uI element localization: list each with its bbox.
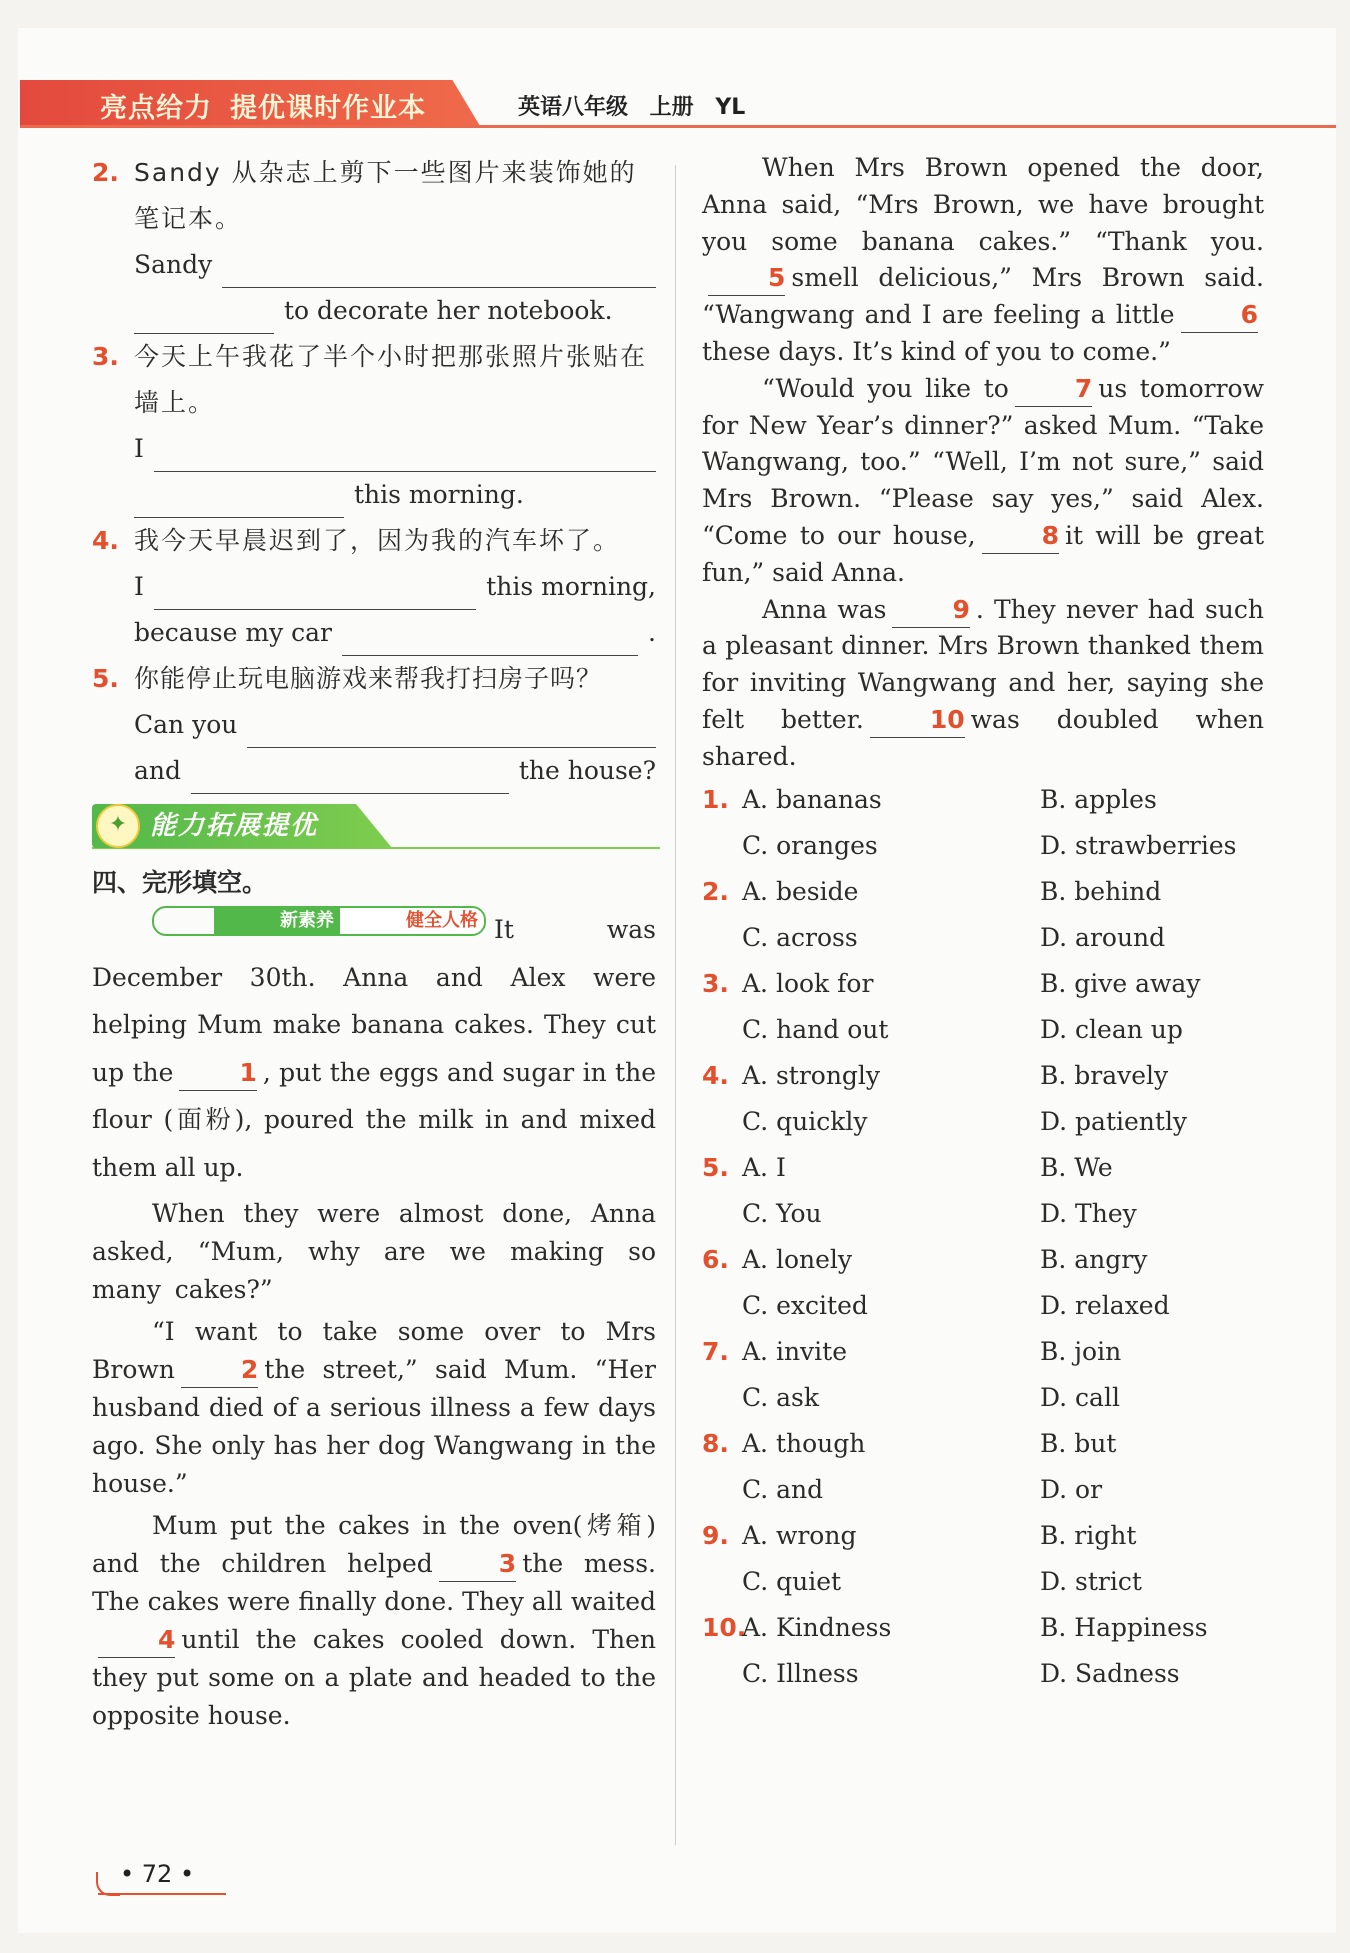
answer-line-1 (134, 242, 656, 288)
blank-8[interactable]: 8 (982, 519, 1059, 554)
option-number: 5. (702, 1152, 729, 1182)
option-c[interactable]: C. Illness (742, 1658, 859, 1688)
tag-label-personality: 健全人格 (340, 908, 484, 934)
item-chinese: 你能停止玩电脑游戏来帮我打扫房子吗？ (134, 664, 603, 693)
option-row-cd (702, 1564, 1264, 1610)
passage-paragraph-5 (702, 150, 1264, 371)
header-brand (100, 86, 444, 125)
option-c[interactable]: C. excited (742, 1290, 868, 1320)
option-d[interactable]: D. call (1040, 1382, 1120, 1412)
option-row-ab (702, 1150, 1264, 1196)
option-c[interactable]: C. hand out (742, 1014, 889, 1044)
brand-part-2: 提优课时作业本 (230, 93, 426, 124)
item-number: 3. (92, 342, 119, 371)
option-row-cd (702, 1196, 1264, 1242)
option-a[interactable]: A. lonely (742, 1244, 853, 1274)
answer-blank[interactable] (342, 625, 638, 656)
option-b[interactable]: B. We (1040, 1152, 1113, 1182)
header-subtitle: 英语八年级 上册 YL (518, 95, 746, 120)
competency-tag (152, 906, 486, 936)
option-number: 1. (702, 784, 729, 814)
brand-part-1: 亮点给力 (100, 93, 212, 124)
option-c[interactable]: C. oranges (742, 830, 878, 860)
line-start: Sandy (134, 250, 213, 279)
passage-text: the street,” said Mum. “Her husband died of a serious illness a few days ago. She only has her dog Wangwang in the house.” (92, 1355, 656, 1498)
option-b[interactable]: B. bravely (1040, 1060, 1169, 1090)
answer-line-1 (134, 426, 656, 472)
passage-text: . They never had such a pleasant dinner. Mrs Brown thanked them for inviting Wangwang and her, saying she felt better. (702, 594, 1264, 734)
passage-text: “Would you like to (762, 373, 1009, 403)
option-a[interactable]: A. look for (742, 968, 874, 998)
option-b[interactable]: B. apples (1040, 784, 1157, 814)
answer-line-2 (134, 610, 656, 656)
option-row-ab (702, 1610, 1264, 1656)
answer-line-2 (134, 748, 656, 794)
option-c[interactable]: C. quickly (742, 1106, 868, 1136)
option-b[interactable]: B. join (1040, 1336, 1122, 1366)
item-number: 5. (92, 664, 119, 693)
line-end: . (648, 618, 656, 647)
option-row-ab (702, 1058, 1264, 1104)
answer-line-2 (134, 472, 656, 518)
option-number: 8. (702, 1428, 729, 1458)
option-a[interactable]: A. Kindness (742, 1612, 892, 1642)
option-b[interactable]: B. right (1040, 1520, 1137, 1550)
blank-3[interactable]: 3 (439, 1547, 516, 1582)
passage-paragraph-2: When they were almost done, Anna asked, “Mum, why are we making so many cakes?” (92, 1199, 656, 1304)
answer-blank[interactable] (134, 303, 274, 334)
blank-6[interactable]: 6 (1181, 298, 1258, 333)
answer-blank[interactable] (222, 257, 656, 288)
passage-text: until the cakes cooled down. Then they put some on a plate and headed to the opposite house. (92, 1625, 656, 1730)
answer-blank[interactable] (154, 441, 656, 472)
right-column (702, 150, 1264, 1702)
blank-2[interactable]: 2 (181, 1353, 258, 1388)
option-a[interactable]: A. invite (742, 1336, 848, 1366)
option-b[interactable]: B. give away (1040, 968, 1201, 998)
passage-text: “I want to take some over to Mrs Brown (92, 1317, 656, 1384)
translation-item-5 (92, 656, 656, 794)
option-row-ab (702, 782, 1264, 828)
option-d[interactable]: D. strawberries (1040, 830, 1237, 860)
option-row-ab (702, 1518, 1264, 1564)
option-number: 7. (702, 1336, 729, 1366)
option-d[interactable]: D. strict (1040, 1566, 1142, 1596)
option-row-cd (702, 920, 1264, 966)
item-chinese: 今天上午我花了半个小时把那张照片张贴在墙上。 (134, 342, 648, 417)
column-divider (675, 165, 676, 1845)
option-c[interactable]: C. quiet (742, 1566, 842, 1596)
option-b[interactable]: B. angry (1040, 1244, 1148, 1274)
option-b[interactable]: B. behind (1040, 876, 1162, 906)
passage-text: these days. It’s kind of you to come.” (702, 336, 1171, 366)
passage-text: When Mrs Brown opened the door, Anna said, “Mrs Brown, we have brought you some banana cakes.” “Thank you. (702, 153, 1264, 256)
line-start: because my car (134, 618, 333, 647)
option-c[interactable]: C. ask (742, 1382, 820, 1412)
option-a[interactable]: A. though (742, 1428, 866, 1458)
blank-10[interactable]: 10 (870, 703, 965, 738)
item-number: 2. (92, 158, 119, 187)
option-d[interactable]: D. clean up (1040, 1014, 1183, 1044)
option-row-cd (702, 1012, 1264, 1058)
tag-label-new: 新素养 (214, 908, 340, 934)
option-row-cd (702, 828, 1264, 874)
translation-item-4 (92, 518, 656, 656)
option-d[interactable]: D. They (1040, 1198, 1137, 1228)
answer-blank[interactable] (247, 717, 656, 748)
line-end: to decorate her notebook. (284, 296, 613, 325)
option-row-ab (702, 966, 1264, 1012)
option-c[interactable]: C. and (742, 1474, 824, 1504)
line-start: Can you (134, 710, 238, 739)
options-list (702, 782, 1264, 1702)
passage-text: , put the eggs and sugar in the flour (面粉), poured the milk in and mixed them all up. (92, 1057, 657, 1182)
line-end: this morning. (354, 480, 524, 509)
line-start: I (134, 434, 144, 463)
page-number: • 72 • (120, 1860, 195, 1888)
lightbulb-icon: ✦ (96, 804, 140, 848)
passage-paragraph-6 (702, 371, 1264, 592)
option-number: 2. (702, 876, 729, 906)
left-column (92, 150, 656, 1735)
item-chinese: Sandy 从杂志上剪下一些图片来装饰她的笔记本。 (134, 158, 637, 233)
passage-text: It was December 30th. Anna and Alex were helping Mum make banana cakes. They cut up the (92, 915, 656, 1087)
option-row-ab (702, 1334, 1264, 1380)
answer-blank[interactable] (134, 487, 344, 518)
header-rule (20, 125, 1336, 128)
line-end: this morning, (486, 572, 656, 601)
section-banner (92, 798, 656, 854)
option-number: 3. (702, 968, 729, 998)
option-b[interactable]: B. Happiness (1040, 1612, 1208, 1642)
option-d[interactable]: D. patiently (1040, 1106, 1188, 1136)
answer-blank[interactable] (191, 763, 509, 794)
blank-5[interactable]: 5 (708, 261, 785, 296)
section-title: 四、完形填空。 (92, 868, 268, 897)
item-number: 4. (92, 526, 119, 555)
option-d[interactable]: D. relaxed (1040, 1290, 1170, 1320)
blank-9[interactable]: 9 (892, 593, 969, 628)
passage-text: Mum put the cakes in the oven(烤箱) and the children helped (92, 1511, 656, 1578)
option-d[interactable]: D. or (1040, 1474, 1103, 1504)
passage-text: it will be great fun,” said Anna. (702, 520, 1264, 587)
option-c[interactable]: C. You (742, 1198, 822, 1228)
option-d[interactable]: D. around (1040, 922, 1166, 952)
option-a[interactable]: A. strongly (742, 1060, 881, 1090)
answer-line-2 (134, 288, 656, 334)
page-number-rule (98, 1893, 226, 1895)
option-row-cd (702, 1656, 1264, 1702)
answer-blank[interactable] (154, 579, 476, 610)
blank-7[interactable]: 7 (1015, 372, 1092, 407)
option-number: 6. (702, 1244, 729, 1274)
passage-paragraph-3 (92, 1309, 656, 1503)
option-number: 9. (702, 1520, 729, 1550)
option-row-cd (702, 1104, 1264, 1150)
translation-item-2 (92, 150, 656, 334)
passage-text: was doubled when shared. (702, 704, 1264, 771)
option-b[interactable]: B. but (1040, 1428, 1117, 1458)
passage-text: the mess. The cakes were finally done. They all waited (92, 1549, 656, 1616)
option-a[interactable]: A. I (742, 1152, 786, 1182)
option-a[interactable]: A. wrong (742, 1520, 857, 1550)
answer-line-1 (134, 702, 656, 748)
option-d[interactable]: D. Sadness (1040, 1658, 1180, 1688)
line-start: I (134, 572, 144, 601)
item-chinese: 我今天早晨迟到了，因为我的汽车坏了。 (134, 526, 621, 555)
option-row-cd (702, 1380, 1264, 1426)
passage-paragraph-4 (92, 1503, 656, 1735)
option-number: 4. (702, 1060, 729, 1090)
option-a[interactable]: A. beside (742, 876, 859, 906)
option-c[interactable]: C. across (742, 922, 858, 952)
answer-line-1 (134, 564, 656, 610)
passage-text: us tomorrow for New Year’s dinner?” asked Mum. “Take Wangwang, too.” “Well, I’m not sure,” said Mrs Brown. “Please say yes,” said Alex. “Come to our house, (702, 373, 1264, 550)
option-a[interactable]: A. bananas (742, 784, 882, 814)
passage-text: Anna was (762, 594, 887, 624)
option-row-ab (702, 874, 1264, 920)
option-number: 10. (702, 1612, 747, 1642)
blank-1[interactable]: 1 (179, 1056, 256, 1091)
option-row-cd (702, 1472, 1264, 1518)
option-row-cd (702, 1288, 1264, 1334)
line-start: and (134, 756, 182, 785)
passage-paragraph-1 (92, 906, 656, 1191)
banner-title: 能力拓展提优 (150, 811, 319, 841)
option-row-ab (702, 1426, 1264, 1472)
blank-4[interactable]: 4 (98, 1623, 175, 1658)
line-end: the house? (518, 756, 656, 785)
passage-paragraph-7 (702, 592, 1264, 776)
translation-item-3 (92, 334, 656, 518)
option-row-ab (702, 1242, 1264, 1288)
passage-text: smell delicious,” Mrs Brown said. “Wangwang and I are feeling a little (702, 263, 1264, 330)
